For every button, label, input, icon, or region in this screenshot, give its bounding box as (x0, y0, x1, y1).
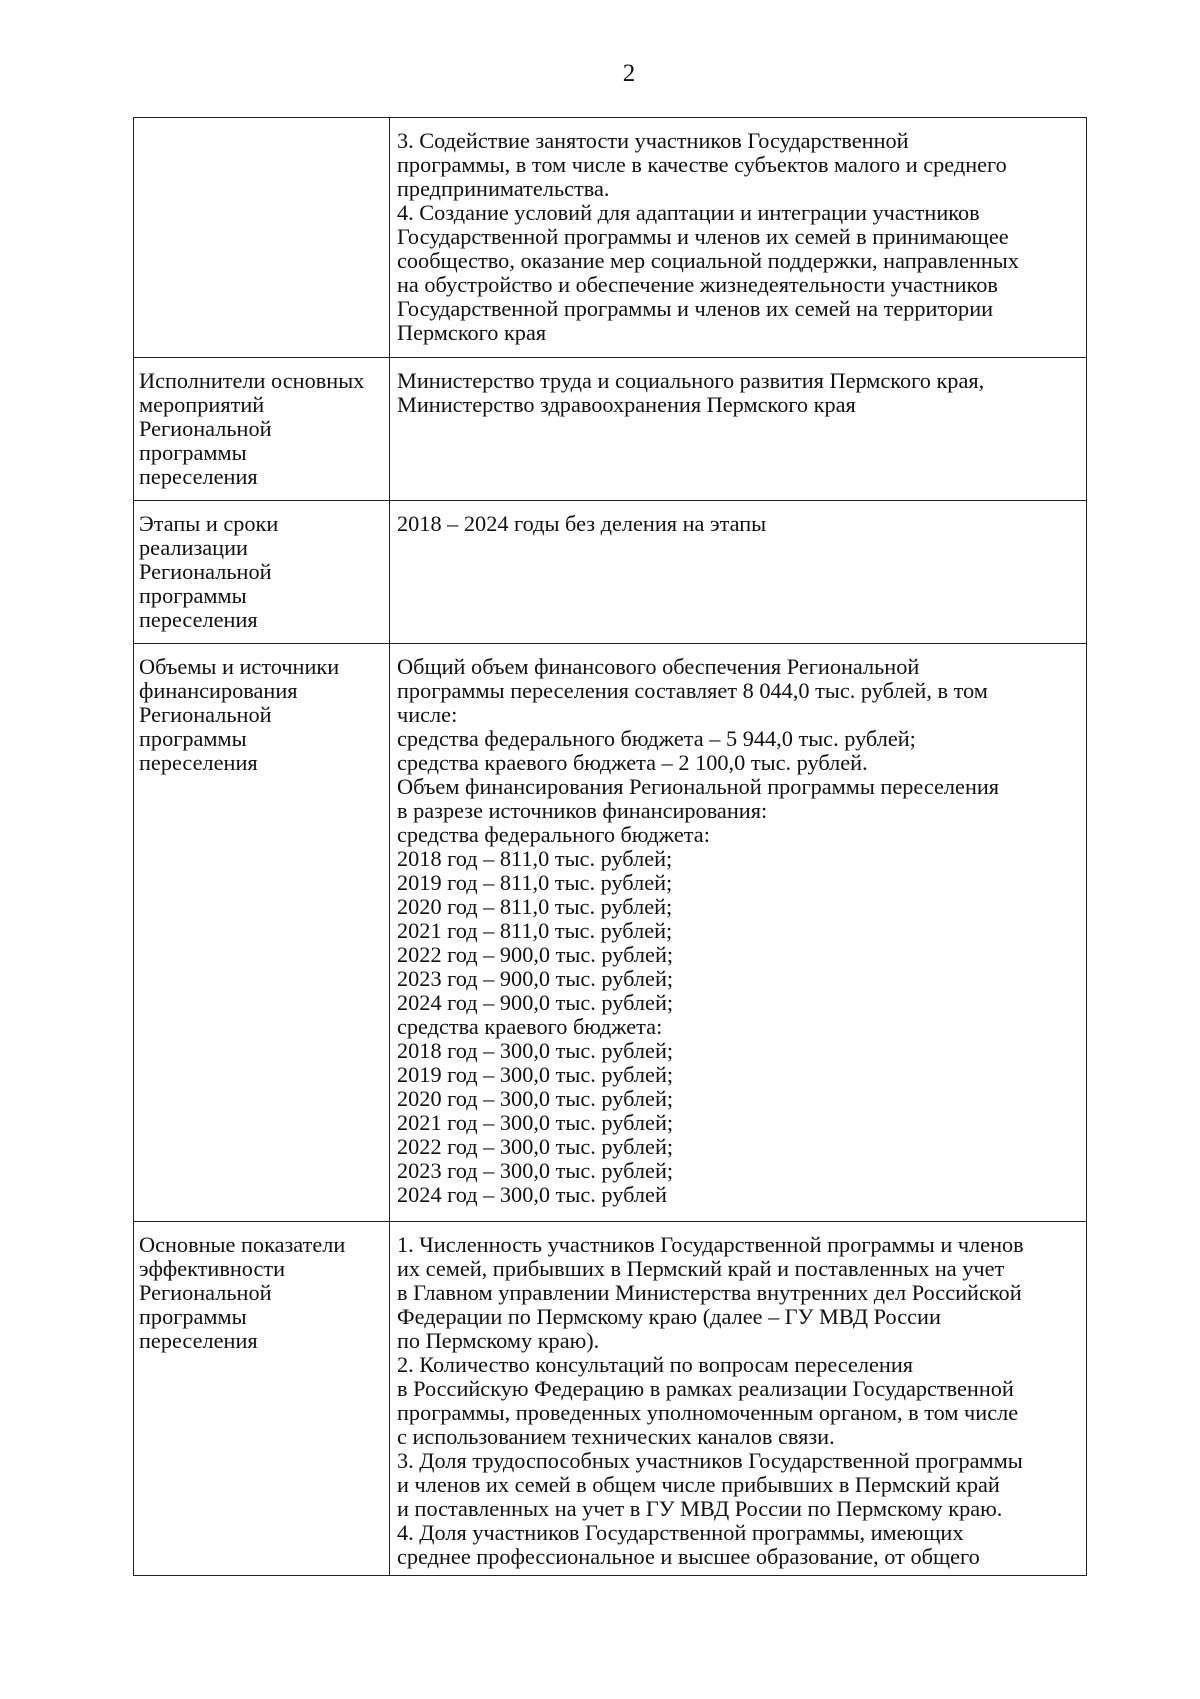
row-value-line: 2023 год – 900,0 тыс. рублей; (397, 966, 674, 991)
program-passport-table (133, 117, 1087, 1576)
row-value-line: Государственной программы и членов их семей в принимающее (397, 224, 1009, 249)
row-value-line: 3. Доля трудоспособных участников Государственной программы (397, 1448, 1023, 1473)
row-value-line: по Пермскому краю). (397, 1328, 600, 1353)
row-value-line: Пермского края (397, 320, 547, 345)
row-label-line: переселения (139, 464, 258, 489)
row-value-line: Объем финансирования Региональной программы переселения (397, 774, 1000, 799)
row-label-line: Региональной (139, 559, 272, 584)
row-value-line: программы, проведенных уполномоченным органом, в том числе (397, 1400, 1019, 1425)
row-value-line: программы переселения составляет 8 044,0 тыс. рублей, в том (397, 678, 988, 703)
row-label-line: Исполнители основных (139, 368, 365, 393)
row-value-cell (390, 644, 1087, 1222)
row-label-cell (134, 501, 390, 644)
row-label-line: Основные показатели (139, 1232, 346, 1257)
row-value-line: средства федерального бюджета: (397, 822, 710, 847)
row-value-line: 2022 год – 900,0 тыс. рублей; (397, 942, 674, 967)
row-value-line: среднее профессиональное и высшее образование, от общего (397, 1544, 980, 1569)
row-label-line: программы (139, 1304, 247, 1329)
row-value-line: 2018 год – 811,0 тыс. рублей; (397, 846, 673, 871)
row-label-line: Объемы и источники (139, 654, 340, 679)
row-label-line: программы (139, 440, 247, 465)
row-value-line: их семей, прибывших в Пермский край и поставленных на учет (397, 1256, 1005, 1281)
row-value-line: средства краевого бюджета: (397, 1014, 663, 1039)
row-value-line: 2. Количество консультаций по вопросам переселения (397, 1352, 914, 1377)
row-label-line: переселения (139, 750, 258, 775)
passport-row-performance-indicators (134, 1222, 1087, 1576)
row-label-line: переселения (139, 607, 258, 632)
row-label-line: эффективности (139, 1256, 286, 1281)
row-value-line: 2020 год – 300,0 тыс. рублей; (397, 1086, 674, 1111)
row-value-line: 1. Численность участников Государственной программы и членов (397, 1232, 1024, 1257)
row-value-line: Министерство здравоохранения Пермского края (397, 392, 856, 417)
row-value-cell (390, 501, 1087, 644)
row-value-cell (390, 358, 1087, 501)
row-value-line: 2019 год – 811,0 тыс. рублей; (397, 870, 673, 895)
row-value-line: предпринимательства. (397, 176, 610, 201)
row-label-line: Региональной (139, 702, 272, 727)
row-value-line: 2022 год – 300,0 тыс. рублей; (397, 1134, 674, 1159)
passport-row-funding (134, 644, 1087, 1222)
row-label-cell (134, 644, 390, 1222)
row-value-cell (390, 1222, 1087, 1576)
row-value-line: в разрезе источников финансирования: (397, 798, 768, 823)
row-value-line: с использованием технических каналов связи. (397, 1424, 835, 1449)
row-label-line: переселения (139, 1328, 258, 1353)
row-value-line: 2024 год – 900,0 тыс. рублей; (397, 990, 674, 1015)
row-value-line: в Главном управлении Министерства внутренних дел Российской (397, 1280, 1022, 1305)
row-value-line: 2018 год – 300,0 тыс. рублей; (397, 1038, 674, 1063)
row-value-line: 4. Доля участников Государственной программы, имеющих (397, 1520, 964, 1545)
row-label-cell (134, 1222, 390, 1576)
row-label-cell (134, 118, 390, 358)
row-value-line: 3. Содействие занятости участников Государственной (397, 128, 909, 153)
row-value-line: в Российскую Федерацию в рамках реализации Государственной (397, 1376, 1014, 1401)
row-value-line: Федерации по Пермскому краю (далее – ГУ МВД России (397, 1304, 941, 1329)
row-value-line: 2019 год – 300,0 тыс. рублей; (397, 1062, 674, 1087)
row-value-line: средства краевого бюджета – 2 100,0 тыс. рублей. (397, 750, 868, 775)
page-number: 2 (622, 60, 636, 87)
row-value-line: 2021 год – 300,0 тыс. рублей; (397, 1110, 674, 1135)
row-value-line: 4. Создание условий для адаптации и интеграции участников (397, 200, 980, 225)
row-value-line: программы, в том числе в качестве субъектов малого и среднего (397, 152, 1007, 177)
row-label-line: программы (139, 583, 247, 608)
row-value-line: Общий объем финансового обеспечения Региональной (397, 654, 920, 679)
row-value-line: числе: (397, 702, 458, 727)
row-value-line: 2021 год – 811,0 тыс. рублей; (397, 918, 673, 943)
row-label-cell (134, 358, 390, 501)
row-label-line: мероприятий (139, 392, 265, 417)
row-value-line: 2020 год – 811,0 тыс. рублей; (397, 894, 673, 919)
row-label-line: Региональной (139, 1280, 272, 1305)
passport-row-row-continued (134, 118, 1087, 358)
passport-table-body (134, 118, 1087, 1576)
row-label-line: финансирования (139, 678, 298, 703)
row-value-line: Министерство труда и социального развития Пермского края, (397, 368, 985, 393)
row-value-line: на обустройство и обеспечение жизнедеятельности участников (397, 272, 998, 297)
row-value-line: 2018 – 2024 годы без деления на этапы (397, 511, 767, 536)
row-label-line: реализации (139, 535, 248, 560)
row-value-line: Государственной программы и членов их семей на территории (397, 296, 994, 321)
row-value-line: средства федерального бюджета – 5 944,0 тыс. рублей; (397, 726, 916, 751)
row-value-line: 2024 год – 300,0 тыс. рублей (397, 1182, 667, 1207)
row-value-cell (390, 118, 1087, 358)
row-value-line: и членов их семей в общем числе прибывших в Пермский край (397, 1472, 1000, 1497)
row-value-line: и поставленных на учет в ГУ МВД России по Пермскому краю. (397, 1496, 1003, 1521)
row-label-line: Региональной (139, 416, 272, 441)
row-label-line: программы (139, 726, 247, 751)
row-value-line: сообщество, оказание мер социальной поддержки, направленных (397, 248, 1019, 273)
passport-row-executors (134, 358, 1087, 501)
row-value-line: 2023 год – 300,0 тыс. рублей; (397, 1158, 674, 1183)
passport-row-stages-and-terms (134, 501, 1087, 644)
row-label-line: Этапы и сроки (139, 511, 279, 536)
